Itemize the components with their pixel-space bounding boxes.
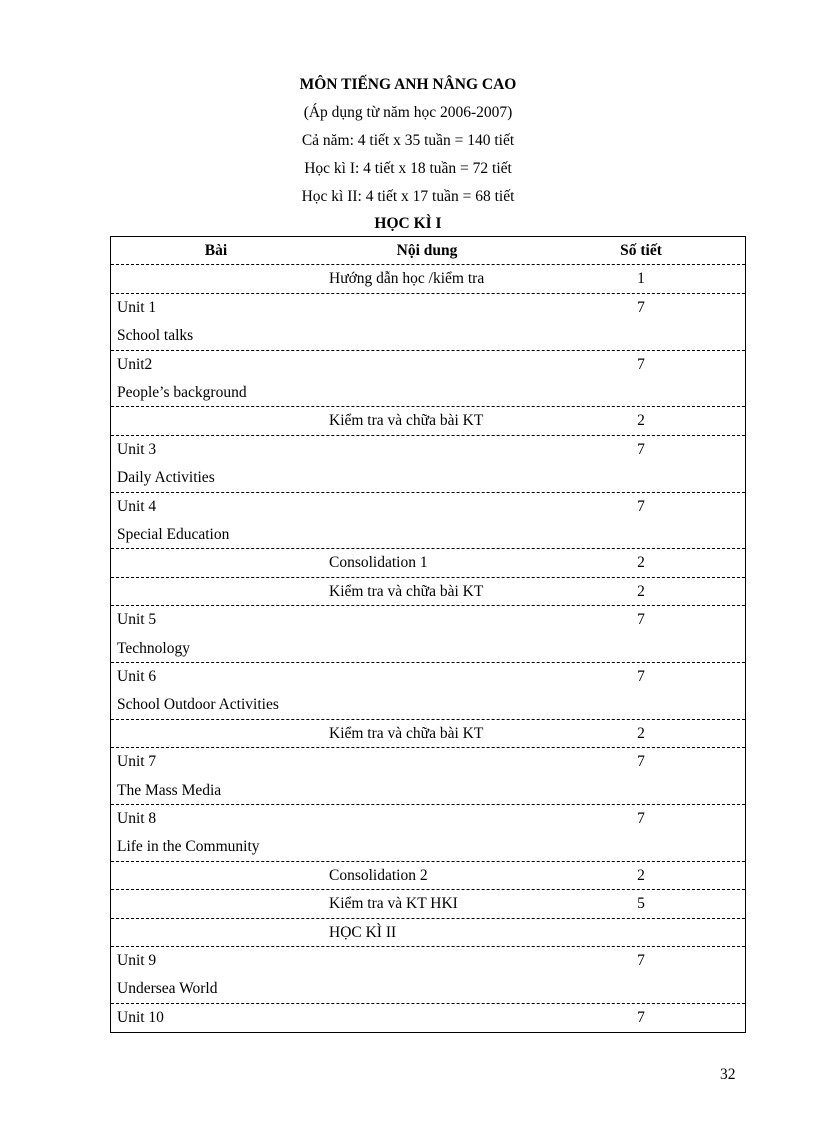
cell-so-tiet: 1 <box>637 270 645 288</box>
table-row <box>111 1004 745 1032</box>
cell-bai: Unit 9 <box>117 951 157 969</box>
table-row <box>111 919 745 947</box>
cell-so-tiet: 7 <box>637 611 645 629</box>
cell-so-tiet: 2 <box>637 866 645 884</box>
table-row <box>111 407 745 435</box>
cell-bai-title: Life in the Community <box>117 838 260 856</box>
table-row <box>111 805 745 862</box>
cell-so-tiet: 2 <box>637 724 645 742</box>
table-row <box>111 578 745 606</box>
cell-so-tiet: 5 <box>637 895 645 913</box>
table-row <box>111 748 745 805</box>
table-row <box>111 862 745 890</box>
cell-bai: Unit 3 <box>117 440 157 458</box>
cell-bai-title: Daily Activities <box>117 469 215 487</box>
subtitle-line: Cả năm: 4 tiết x 35 tuần = 140 tiết <box>301 132 515 149</box>
column-header-noi-dung: Nội dung <box>396 242 458 259</box>
document-title: MÔN TIẾNG ANH NÂNG CAO <box>299 76 517 93</box>
cell-so-tiet: 7 <box>637 440 645 458</box>
table-row <box>111 493 745 550</box>
cell-bai: Unit 8 <box>117 809 157 827</box>
curriculum-table <box>110 236 746 1033</box>
cell-noi-dung: Kiểm tra và chữa bài KT <box>329 582 484 600</box>
cell-bai-title: Special Education <box>117 525 230 543</box>
table-row <box>111 351 745 408</box>
table-row <box>111 890 745 918</box>
cell-noi-dung: Kiểm tra và chữa bài KT <box>329 724 484 742</box>
table-row <box>111 436 745 493</box>
cell-noi-dung: Consolidation 1 <box>329 554 428 572</box>
cell-bai: Unit 6 <box>117 667 157 685</box>
cell-so-tiet: 7 <box>637 667 645 685</box>
table-row <box>111 606 745 663</box>
table-row <box>111 947 745 1004</box>
cell-bai-title: People’s background <box>117 383 247 401</box>
cell-noi-dung: Hướng dẫn học /kiểm tra <box>329 270 485 288</box>
cell-bai: Unit 5 <box>117 611 157 629</box>
cell-so-tiet: 2 <box>637 582 645 600</box>
table-row <box>111 720 745 748</box>
page-number: 32 <box>720 1066 736 1083</box>
cell-bai-title: School Outdoor Activities <box>117 696 279 714</box>
table-row <box>111 265 745 293</box>
column-header-bai: Bài <box>204 242 228 259</box>
cell-bai: Unit 7 <box>117 753 157 771</box>
table-row <box>111 663 745 720</box>
cell-bai-title: Undersea World <box>117 980 218 998</box>
subtitle-line: Học kì II: 4 tiết x 17 tuần = 68 tiết <box>301 188 515 205</box>
cell-so-tiet: 7 <box>637 355 645 373</box>
subtitle-line: (Áp dụng từ năm học 2006-2007) <box>303 104 513 121</box>
cell-so-tiet: 2 <box>637 412 645 430</box>
cell-bai: Unit2 <box>117 355 153 373</box>
cell-bai: Unit 1 <box>117 298 157 316</box>
cell-bai: Unit 4 <box>117 497 157 515</box>
cell-so-tiet: 7 <box>637 298 645 316</box>
cell-noi-dung: Kiểm tra và KT HKI <box>329 895 458 913</box>
cell-so-tiet: 7 <box>637 1008 645 1026</box>
cell-so-tiet: 7 <box>637 753 645 771</box>
subtitle-line: Học kì I: 4 tiết x 18 tuần = 72 tiết <box>304 160 512 177</box>
cell-so-tiet: 7 <box>637 809 645 827</box>
table-row <box>111 294 745 351</box>
cell-so-tiet: 2 <box>637 554 645 572</box>
cell-bai-title: Technology <box>117 639 190 657</box>
cell-bai-title: The Mass Media <box>117 781 222 799</box>
cell-so-tiet: 7 <box>637 497 645 515</box>
semester-heading: HỌC KÌ I <box>374 215 442 232</box>
cell-bai: Unit 10 <box>117 1008 164 1026</box>
cell-so-tiet: 7 <box>637 951 645 969</box>
cell-noi-dung: Kiểm tra và chữa bài KT <box>329 412 484 430</box>
cell-noi-dung: Consolidation 2 <box>329 866 428 884</box>
table-header-row <box>111 237 745 265</box>
cell-noi-dung: HỌC KÌ II <box>329 923 397 941</box>
cell-bai-title: School talks <box>117 327 194 345</box>
column-header-so-tiet: Số tiết <box>620 242 662 259</box>
table-row <box>111 549 745 577</box>
